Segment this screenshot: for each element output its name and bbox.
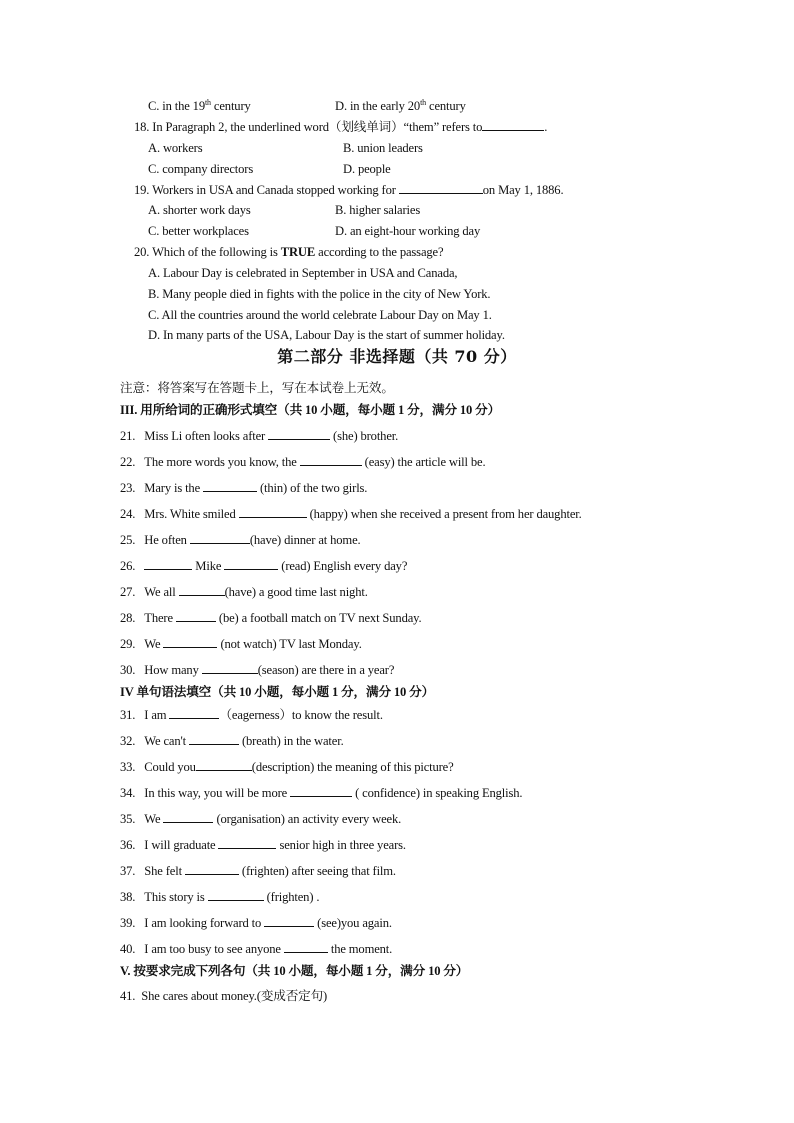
answer-blank[interactable] (190, 532, 250, 544)
answer-blank[interactable] (144, 558, 192, 570)
question-30: 30. How many (season) are there in a year? (120, 663, 395, 677)
q19-stem: 19. Workers in USA and Canada stopped working for on May 1, 1886. (134, 183, 564, 197)
answer-blank[interactable] (169, 707, 219, 719)
q18-option-c: C. company directors (148, 162, 254, 176)
answer-blank[interactable] (268, 428, 330, 440)
q19-option-d: D. an eight-hour working day (335, 224, 481, 238)
q20-option-b: B. Many people died in fights with the police in the city of New York. (148, 287, 491, 301)
question-24: 24. Mrs. White smiled (happy) when she received a present from her daughter. (120, 507, 582, 521)
q20-option-d: D. In many parts of the USA, Labour Day is the start of summer holiday. (148, 328, 505, 342)
question-32: 32. We can't (breath) in the water. (120, 734, 344, 748)
question-33: 33. Could you (description) the meaning of this picture? (120, 760, 454, 774)
question-28: 28. There (be) a football match on TV next Sunday. (120, 611, 422, 625)
question-36: 36. I will graduate senior high in three years. (120, 838, 406, 852)
answer-blank[interactable] (224, 558, 278, 570)
answer-blank[interactable] (202, 662, 258, 674)
question-29: 29. We (not watch) TV last Monday. (120, 637, 362, 651)
answer-blank[interactable] (239, 506, 307, 518)
question-34: 34. In this way, you will be more ( confidence) in speaking English. (120, 786, 523, 800)
question-23: 23. Mary is the (thin) of the two girls. (120, 481, 368, 495)
q18-option-d: D. people (343, 162, 391, 176)
q18-option-b: B. union leaders (343, 141, 423, 155)
question-41: 41. She cares about money.(变成否定句) (120, 989, 328, 1003)
answer-blank[interactable] (176, 610, 216, 622)
q20-stem: 20. Which of the following is TRUE according to the passage? (134, 245, 444, 259)
question-21: 21. Miss Li often looks after (she) brother. (120, 429, 399, 443)
question-22: 22. The more words you know, the (easy) the article will be. (120, 455, 486, 469)
question-31: 31. I am （eagerness）to know the result. (120, 708, 383, 722)
answer-blank[interactable] (218, 837, 276, 849)
answer-blank[interactable] (196, 759, 252, 771)
answer-blank[interactable] (208, 889, 264, 901)
section3-header: III. 用所给词的正确形式填空（共 10 小题，每小题 1 分，满分 10 分） (120, 403, 501, 417)
answer-blank[interactable] (290, 785, 352, 797)
section4-header: IV 单句语法填空（共 10 小题，每小题 1 分，满分 10 分） (120, 685, 435, 699)
section5-header: V. 按要求完成下列各句（共 10 小题，每小题 1 分，满分 10 分） (120, 964, 469, 978)
question-38: 38. This story is (frighten) . (120, 890, 320, 904)
q19-option-b: B. higher salaries (335, 203, 421, 217)
question-35: 35. We (organisation) an activity every week. (120, 812, 402, 826)
q18-option-a: A. workers (148, 141, 203, 155)
answer-blank[interactable] (300, 454, 362, 466)
part2-title: 第二部分 非选择题（共 70 分） (277, 347, 517, 366)
answer-blank[interactable] (163, 811, 213, 823)
question-37: 37. She felt (frighten) after seeing that film. (120, 864, 396, 878)
question-26: 26. Mike (read) English every day? (120, 559, 408, 573)
answer-blank[interactable] (399, 182, 483, 194)
answer-blank[interactable] (482, 119, 544, 131)
answer-blank[interactable] (179, 584, 225, 596)
answer-blank[interactable] (185, 863, 239, 875)
answer-blank[interactable] (284, 941, 328, 953)
q18-stem: 18. In Paragraph 2, the underlined word（划线单词）“them” refers to . (134, 120, 548, 134)
q19-option-c: C. better workplaces (148, 224, 249, 238)
q20-option-c: C. All the countries around the world celebrate Labour Day on May 1. (148, 308, 492, 322)
question-40: 40. I am too busy to see anyone the moment. (120, 942, 393, 956)
question-39: 39. I am looking forward to (see)you again. (120, 916, 392, 930)
question-27: 27. We all (have) a good time last night. (120, 585, 368, 599)
q20-option-a: A. Labour Day is celebrated in September in USA and Canada, (148, 266, 458, 280)
q17-option-c: C. in the 19th century (148, 97, 251, 113)
question-25: 25. He often (have) dinner at home. (120, 533, 361, 547)
part2-note: 注意：将答案写在答题卡上，写在本试卷上无效。 (120, 381, 394, 395)
answer-blank[interactable] (203, 480, 257, 492)
q19-option-a: A. shorter work days (148, 203, 251, 217)
answer-blank[interactable] (189, 733, 239, 745)
answer-blank[interactable] (264, 915, 314, 927)
answer-blank[interactable] (163, 636, 217, 648)
q17-option-d: D. in the early 20th century (335, 97, 466, 113)
